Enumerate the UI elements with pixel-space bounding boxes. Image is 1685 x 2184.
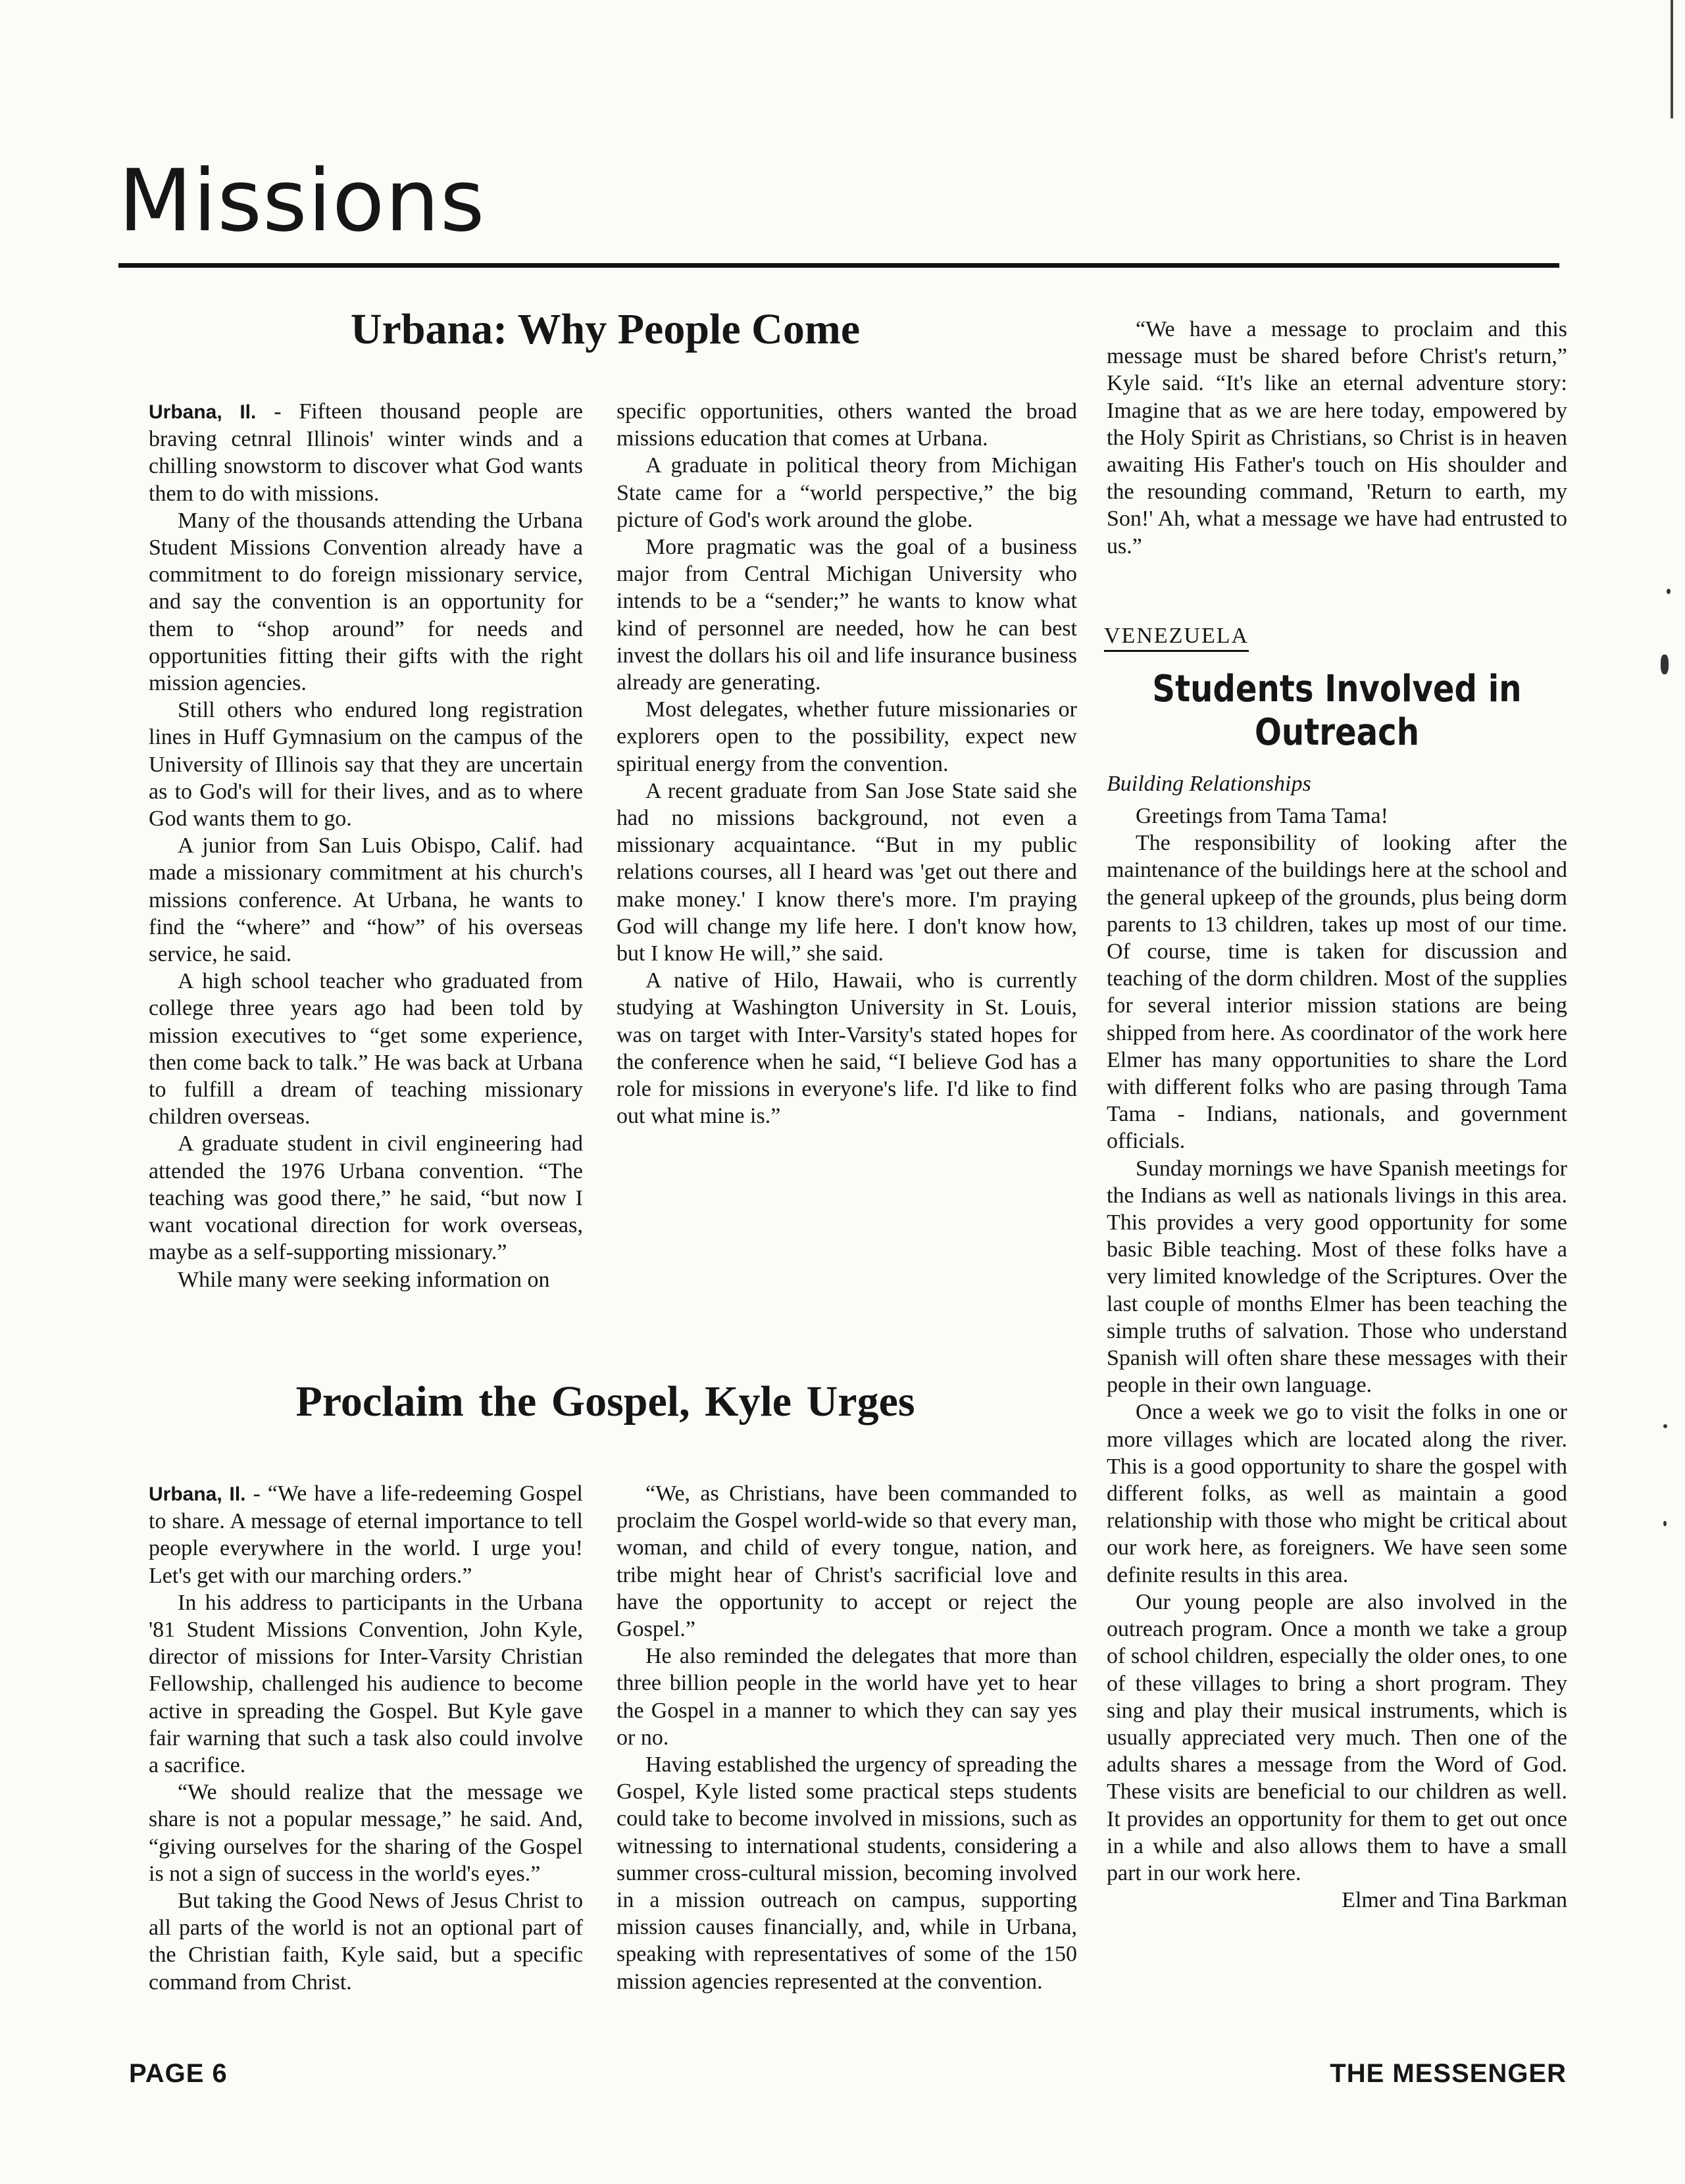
article-paragraph: A native of Hilo, Hawaii, who is currently studying at Washington University in St. Louis, was on target with Inter-Varsity's stated hopes for the conference when he said, “I believe God has a role for missions in everyone's life. I'd like to find out what mine is.” <box>616 968 1077 1129</box>
article-paragraph: He also reminded the delegates that more than three billion people in the world have yet to hear the Gospel in a manner to which they can say yes or no. <box>616 1644 1077 1750</box>
article-paragraph: “We should realize that the message we share is not a popular message,” he said. And, “giving ourselves for the sharing of the Gospel is not a sign of success in the world's eyes.” <box>149 1780 583 1886</box>
article-kyle-column-2 <box>616 1480 1077 1995</box>
title-rule <box>118 263 1559 268</box>
article-paragraph: But taking the Good News of Jesus Christ to all parts of the world is not an optional part of the Christian faith, Kyle said, but a specific command from Christ. <box>149 1889 583 1995</box>
region-kicker: VENEZUELA <box>1104 625 1249 652</box>
article-urbana-column-2 <box>616 398 1077 1129</box>
article-kyle-column-1 <box>149 1480 583 1996</box>
article-paragraph: A recent graduate from San Jose State said she had no missions background, not even a missionary acquaintance. “But in my public relations courses, all I heard was 'get out there and make money.' I know there's more. I'm praying God will change my life here. I don't know how, but I know He will,” she said. <box>616 778 1077 966</box>
article-paragraph: Urbana, Il. - Fifteen thousand people are braving cetnral Illinois' winter winds and a chilling snowstorm to discover what God wants them to do with missions. <box>149 399 583 506</box>
article-paragraph: A graduate student in civil engineering had attended the 1976 Urbana convention. “The teaching was good there,” he said, “but now I want vocational direction for work overseas, maybe as a self-supporting missionary.” <box>149 1131 583 1265</box>
article-paragraph: The responsibility of looking after the maintenance of the buildings here at the school and the general upkeep of the grounds, plus being dorm parents to 13 children, takes up most of our time. Of course, time is taken for discussion and teaching of the dorm children. Most of the supplies for several interior mission stations are being shipped from here. As coordinator of the work here Elmer has many opportunities to share the Lord with different folks who are pasing through Tama Tama - Indians, nationals, and government officials. <box>1107 831 1567 1154</box>
section-title: Missions <box>118 151 486 251</box>
article-paragraph: Our young people are also involved in the outreach program. Once a month we take a group of school children, especially the older ones, to one of these villages to bring a short program. They sing and play their musical instruments, which is usually appreciated very much. Then one of the adults shares a message from the Word of God. These visits are beneficial to our children as well. It provides an opportunity for them to get out once in a while and also allows them to have a small part in our work here. <box>1107 1589 1567 1885</box>
print-speck <box>1663 1521 1667 1526</box>
article-paragraph: Once a week we go to visit the folks in one or more villages which are located along the river. This is a good opportunity to share the gospel with different folks, as well as maintain a good relationship with those who might be critical about our work here, as foreigners. We have seen some definite results in this area. <box>1107 1400 1567 1587</box>
dateline: Urbana, Il. <box>149 1483 246 1505</box>
article-paragraph: A junior from San Luis Obispo, Calif. had made a missionary commitment at his church's missions conference. At Urbana, he wants to find the “where” and “how” of his overseas service, he said. <box>149 833 583 967</box>
article-paragraph: A graduate in political theory from Michigan State came for a “world perspective,” the big picture of God's work around the globe. <box>616 453 1077 532</box>
article-kyle-column-3 <box>1107 316 1567 560</box>
article-paragraph: Most delegates, whether future missionaries or explorers open to the possibility, expect new spiritual energy from the convention. <box>616 697 1077 776</box>
print-speck <box>1661 655 1669 674</box>
article-paragraph: Greetings from Tama Tama! <box>1136 804 1388 828</box>
article-paragraph: A high school teacher who graduated from college three years ago had been told by mission executives to “get some experience, then come back to talk.” He was back at Urbana to fulfill a dream of teaching missionary children overseas. <box>149 969 583 1129</box>
article-paragraph: Many of the thousands attending the Urbana Student Missions Convention already have a commitment to do foreign missionary service, and say the convention is an opportunity for them to “shop around” for needs and opportunities fitting their gifts with the right mission agencies. <box>149 508 583 696</box>
article-paragraph: Still others who endured long registration lines in Huff Gymnasium on the campus of the University of Illinois say that they are uncertain as to God's will for their lives, and as to where God wants them to go. <box>149 698 583 831</box>
article-paragraph: More pragmatic was the goal of a business major from Central Michigan University who intends to be a “sender;” he wants to know what kind of personnel are needed, how he can best invest the dollars his oil and life insurance business already are generating. <box>616 535 1077 695</box>
article-paragraph: Having established the urgency of spreading the Gospel, Kyle listed some practical steps students could take to become involved in missions, such as witnessing to international students, considering a summer cross-cultural mission, becoming involved in a mission outreach on campus, supporting mission causes financially, and, while in Urbana, speaking with representatives of some of the 150 mission agencies represented at the convention. <box>616 1752 1077 1994</box>
signature: Elmer and Tina Barkman <box>1342 1888 1567 1913</box>
article-headline-kyle: Proclaim the Gospel, Kyle Urges <box>295 1377 915 1426</box>
page-number: PAGE 6 <box>129 2059 228 2088</box>
article-paragraph: While many were seeking information on <box>178 1267 550 1292</box>
article-subhead: Building Relationships <box>1107 772 1311 796</box>
print-speck <box>1667 589 1671 594</box>
article-paragraph: specific opportunities, others wanted the broad missions education that comes at Urbana. <box>616 399 1077 451</box>
publication-name: THE MESSENGER <box>1330 2059 1567 2088</box>
article-paragraph: “We have a message to proclaim and this message must be shared before Christ's return,” Kyle said. “It's like an eternal adventure story: Imagine that as we are here today, empowered by the Holy Spirit as Christians, so Christ is in heaven awaiting His Father's touch on His shoulder and the resounding command, 'Return to earth, my Son!' Ah, what a message we have had entrusted to us.” <box>1107 317 1567 558</box>
article-paragraph: In his address to participants in the Urbana '81 Student Missions Convention, John Kyle, director of missions for Inter-Varsity Christian Fellowship, challenged his audience to become active in spreading the Gospel. But Kyle gave fair warning that such a task also could involve a sacrifice. <box>149 1590 583 1778</box>
article-headline-urbana: Urbana: Why People Come <box>350 305 861 353</box>
article-headline-venezuela: Students Involved in Outreach <box>1152 668 1522 754</box>
article-paragraph: Sunday mornings we have Spanish meetings for the Indians as well as nationals livings in this area. This provides a very good opportunity for some basic Bible teaching. Most of these folks have a very limited knowledge of the Scriptures. Over the last couple of months Elmer has been teaching the simple truths of salvation. Those who understand Spanish will often share these messages with their people in their own language. <box>1107 1156 1567 1398</box>
print-speck <box>1663 1424 1667 1428</box>
page-edge-mark <box>1671 0 1673 118</box>
article-paragraph: “We, as Christians, have been commanded to proclaim the Gospel world-wide so that every man, woman, and child of every tongue, nation, and tribe might hear of Christ's sacrificial love and have the opportunity to accept or reject the Gospel.” <box>616 1481 1077 1642</box>
article-paragraph: Urbana, Il. - “We have a life-redeeming Gospel to share. A message of eternal importance to tell people everywhere in the world. I urge you! Let's get with our marching orders.” <box>149 1481 583 1588</box>
article-venezuela-column <box>1107 803 1567 1914</box>
article-urbana-column-1 <box>149 398 583 1293</box>
dateline: Urbana, Il. <box>149 401 257 423</box>
